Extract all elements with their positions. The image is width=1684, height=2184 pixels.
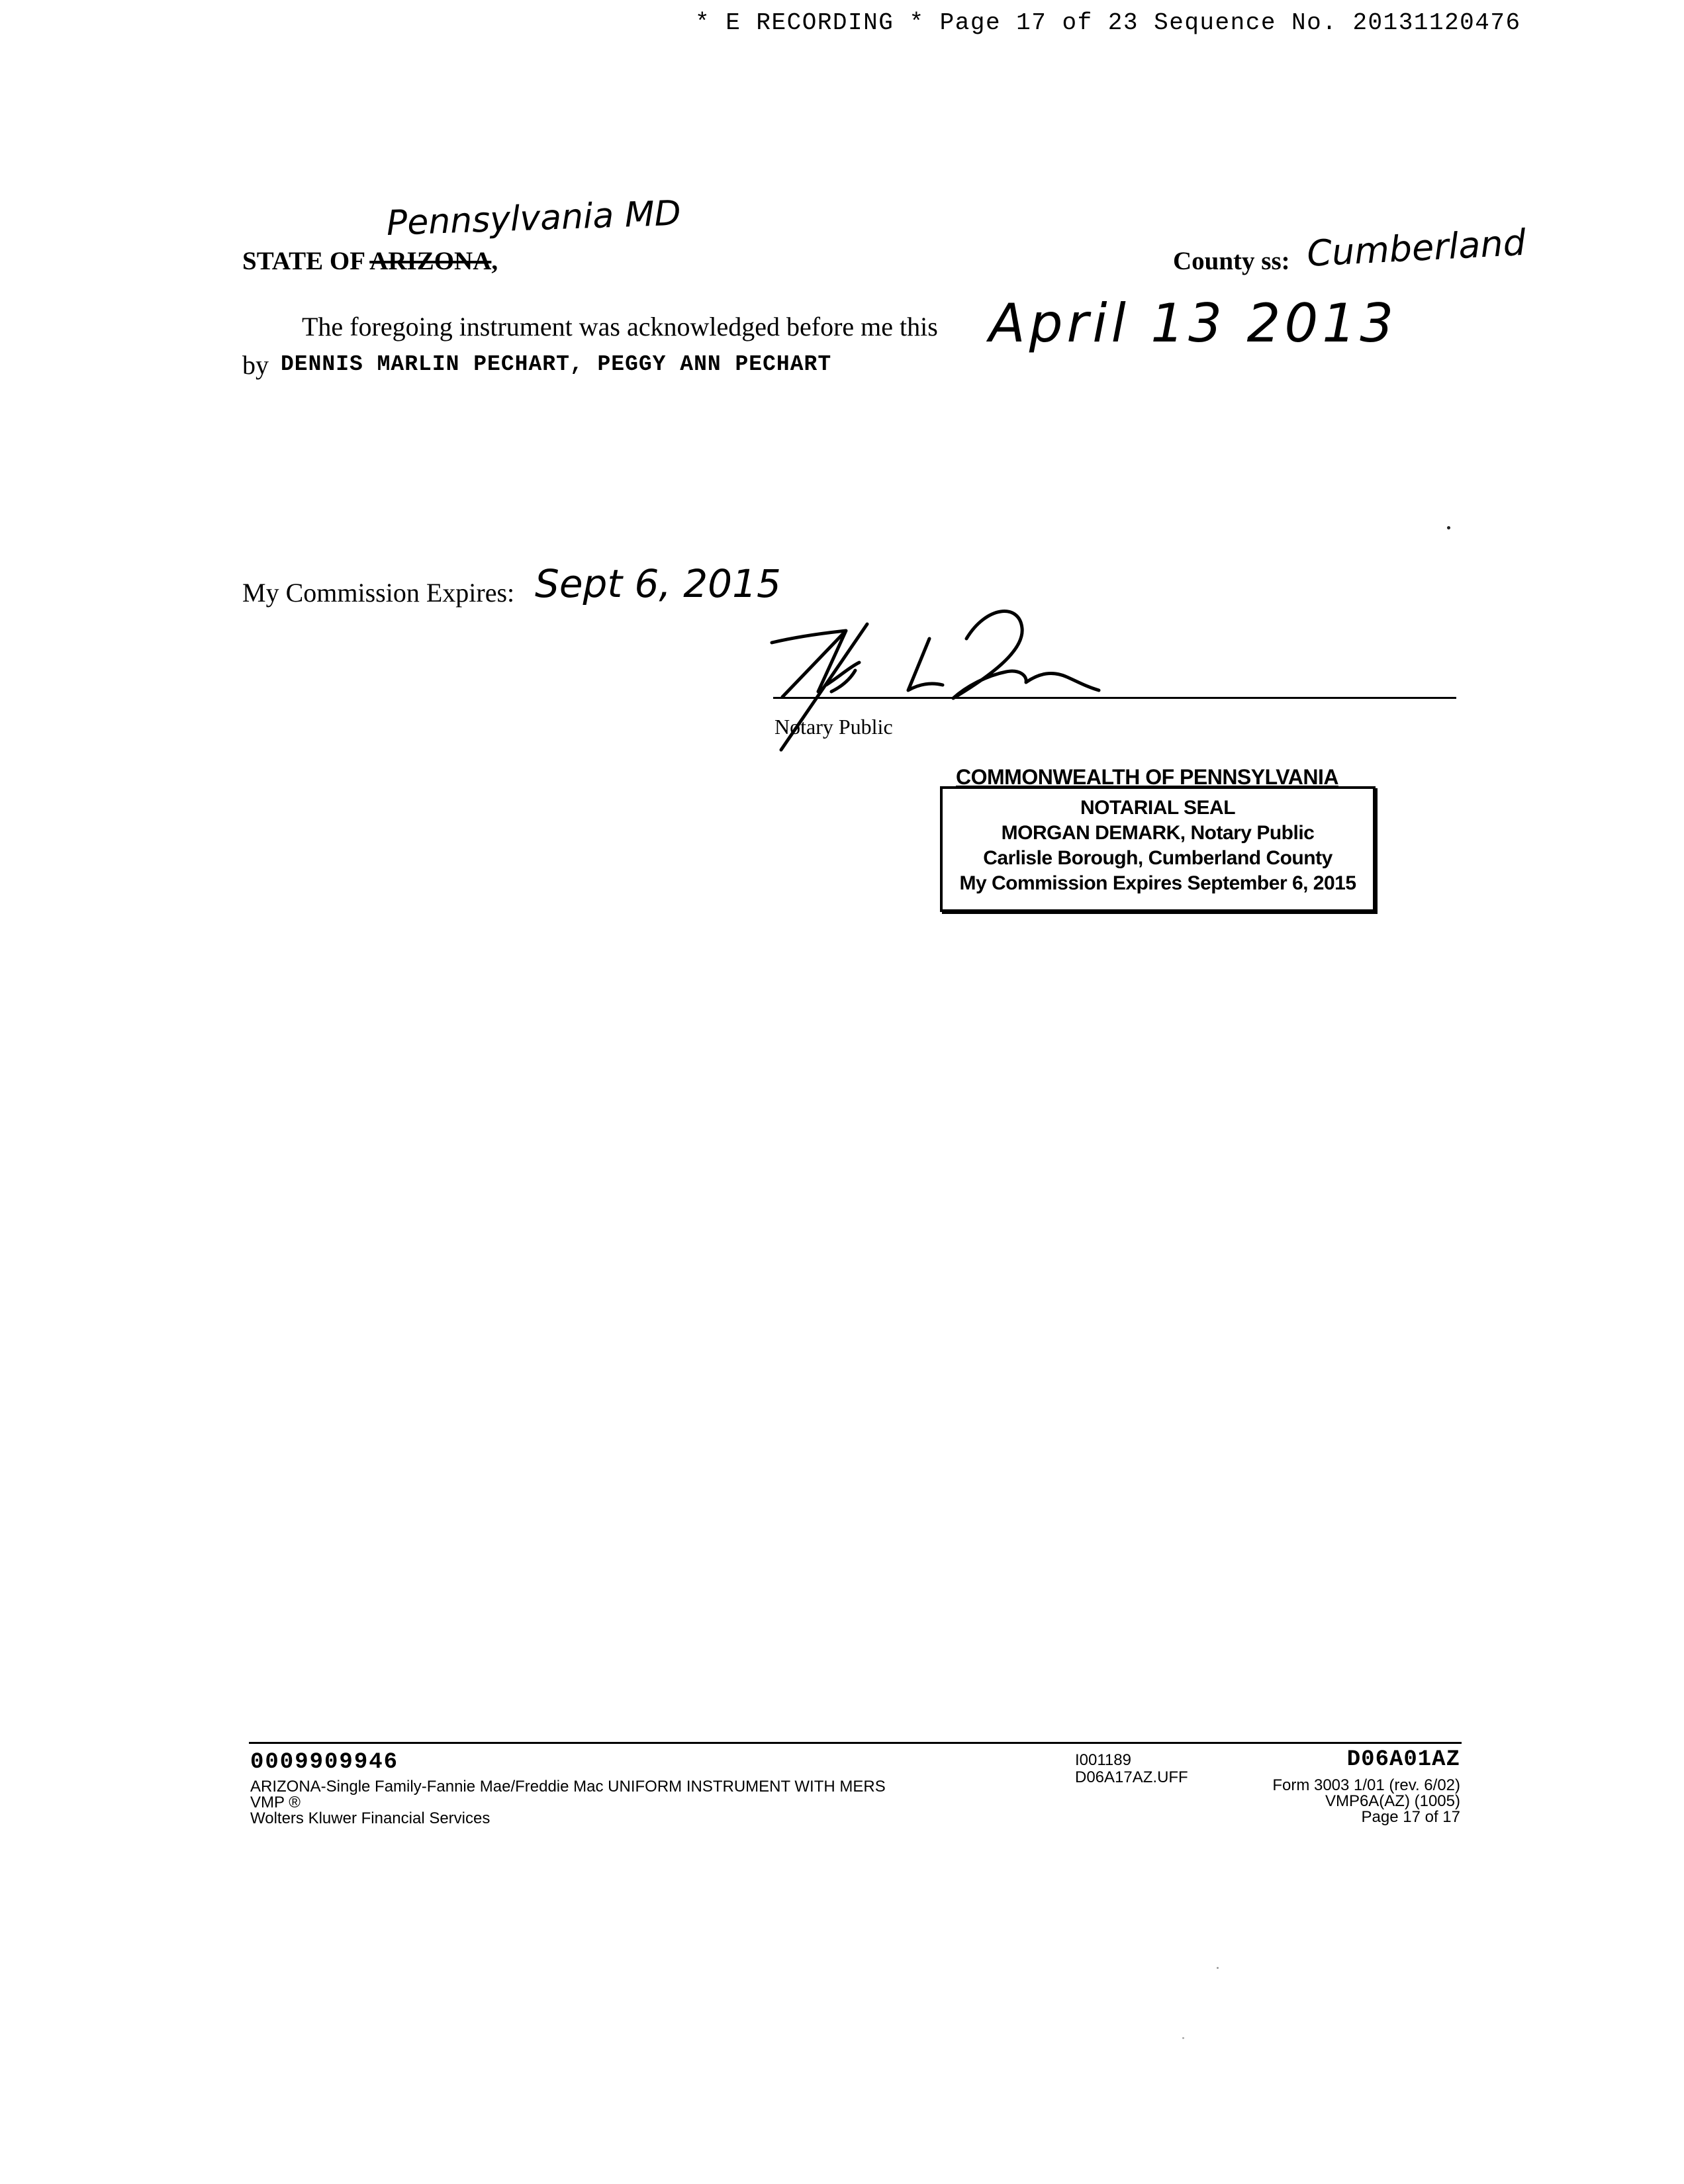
form-id: D06A01AZ — [1346, 1747, 1460, 1772]
commission-expires-handwritten: Sept 6, 2015 — [535, 561, 781, 606]
seal-notary-name: MORGAN DEMARK, Notary Public — [1001, 822, 1315, 844]
county-label: County ss: — [1173, 247, 1290, 275]
vmp-code: VMP6A(AZ) (1005) — [1325, 1792, 1460, 1810]
form-number: Form 3003 1/01 (rev. 6/02) — [1272, 1776, 1460, 1794]
stray-mark — [1447, 526, 1450, 529]
vmp-mark: VMP ® — [250, 1794, 301, 1811]
notarial-seal — [940, 786, 1376, 912]
publisher: Wolters Kluwer Financial Services — [250, 1809, 491, 1827]
signer-names: DENNIS MARLIN PECHART, PEGGY ANN PECHART — [281, 352, 832, 377]
notary-public-label: Notary Public — [774, 715, 893, 739]
state-suffix: , — [491, 247, 498, 275]
state-handwritten: Pennsylvania MD — [385, 193, 682, 244]
by-label: by — [242, 350, 269, 380]
signature-line — [773, 697, 1456, 699]
county-handwritten: Cumberland — [1305, 221, 1527, 275]
seal-heading: COMMONWEALTH OF PENNSYLVANIA — [956, 765, 1338, 789]
commission-expires-label: My Commission Expires: — [242, 578, 515, 608]
acknowledgment-statement: The foregoing instrument was acknowledged before me this — [302, 312, 938, 341]
file-code: D06A17AZ.UFF — [1075, 1768, 1188, 1786]
seal-expiration: My Commission Expires September 6, 2015 — [959, 872, 1356, 894]
recording-header: * E RECORDING * Page 17 of 23 Sequence No. 20131120476 — [695, 9, 1521, 36]
scan-speck — [1182, 2037, 1184, 2039]
instrument-description: ARIZONA-Single Family-Fannie Mae/Freddie Mac UNIFORM INSTRUMENT WITH MERS — [250, 1778, 886, 1796]
seal-title: NOTARIAL SEAL — [1080, 797, 1236, 819]
state-prefix: STATE OF — [242, 247, 365, 275]
document-code: I001189 — [1075, 1751, 1131, 1769]
seal-location: Carlisle Borough, Cumberland County — [983, 847, 1333, 869]
loan-number: 0009909946 — [250, 1750, 399, 1775]
footer-rule — [249, 1742, 1462, 1744]
state-label — [242, 246, 498, 276]
scan-speck — [1217, 1967, 1219, 1969]
acknowledgment-date-handwritten: April 13 2013 — [989, 293, 1398, 354]
state-struck-out: ARIZONA — [369, 247, 492, 275]
page-number: Page 17 of 17 — [1361, 1808, 1460, 1826]
